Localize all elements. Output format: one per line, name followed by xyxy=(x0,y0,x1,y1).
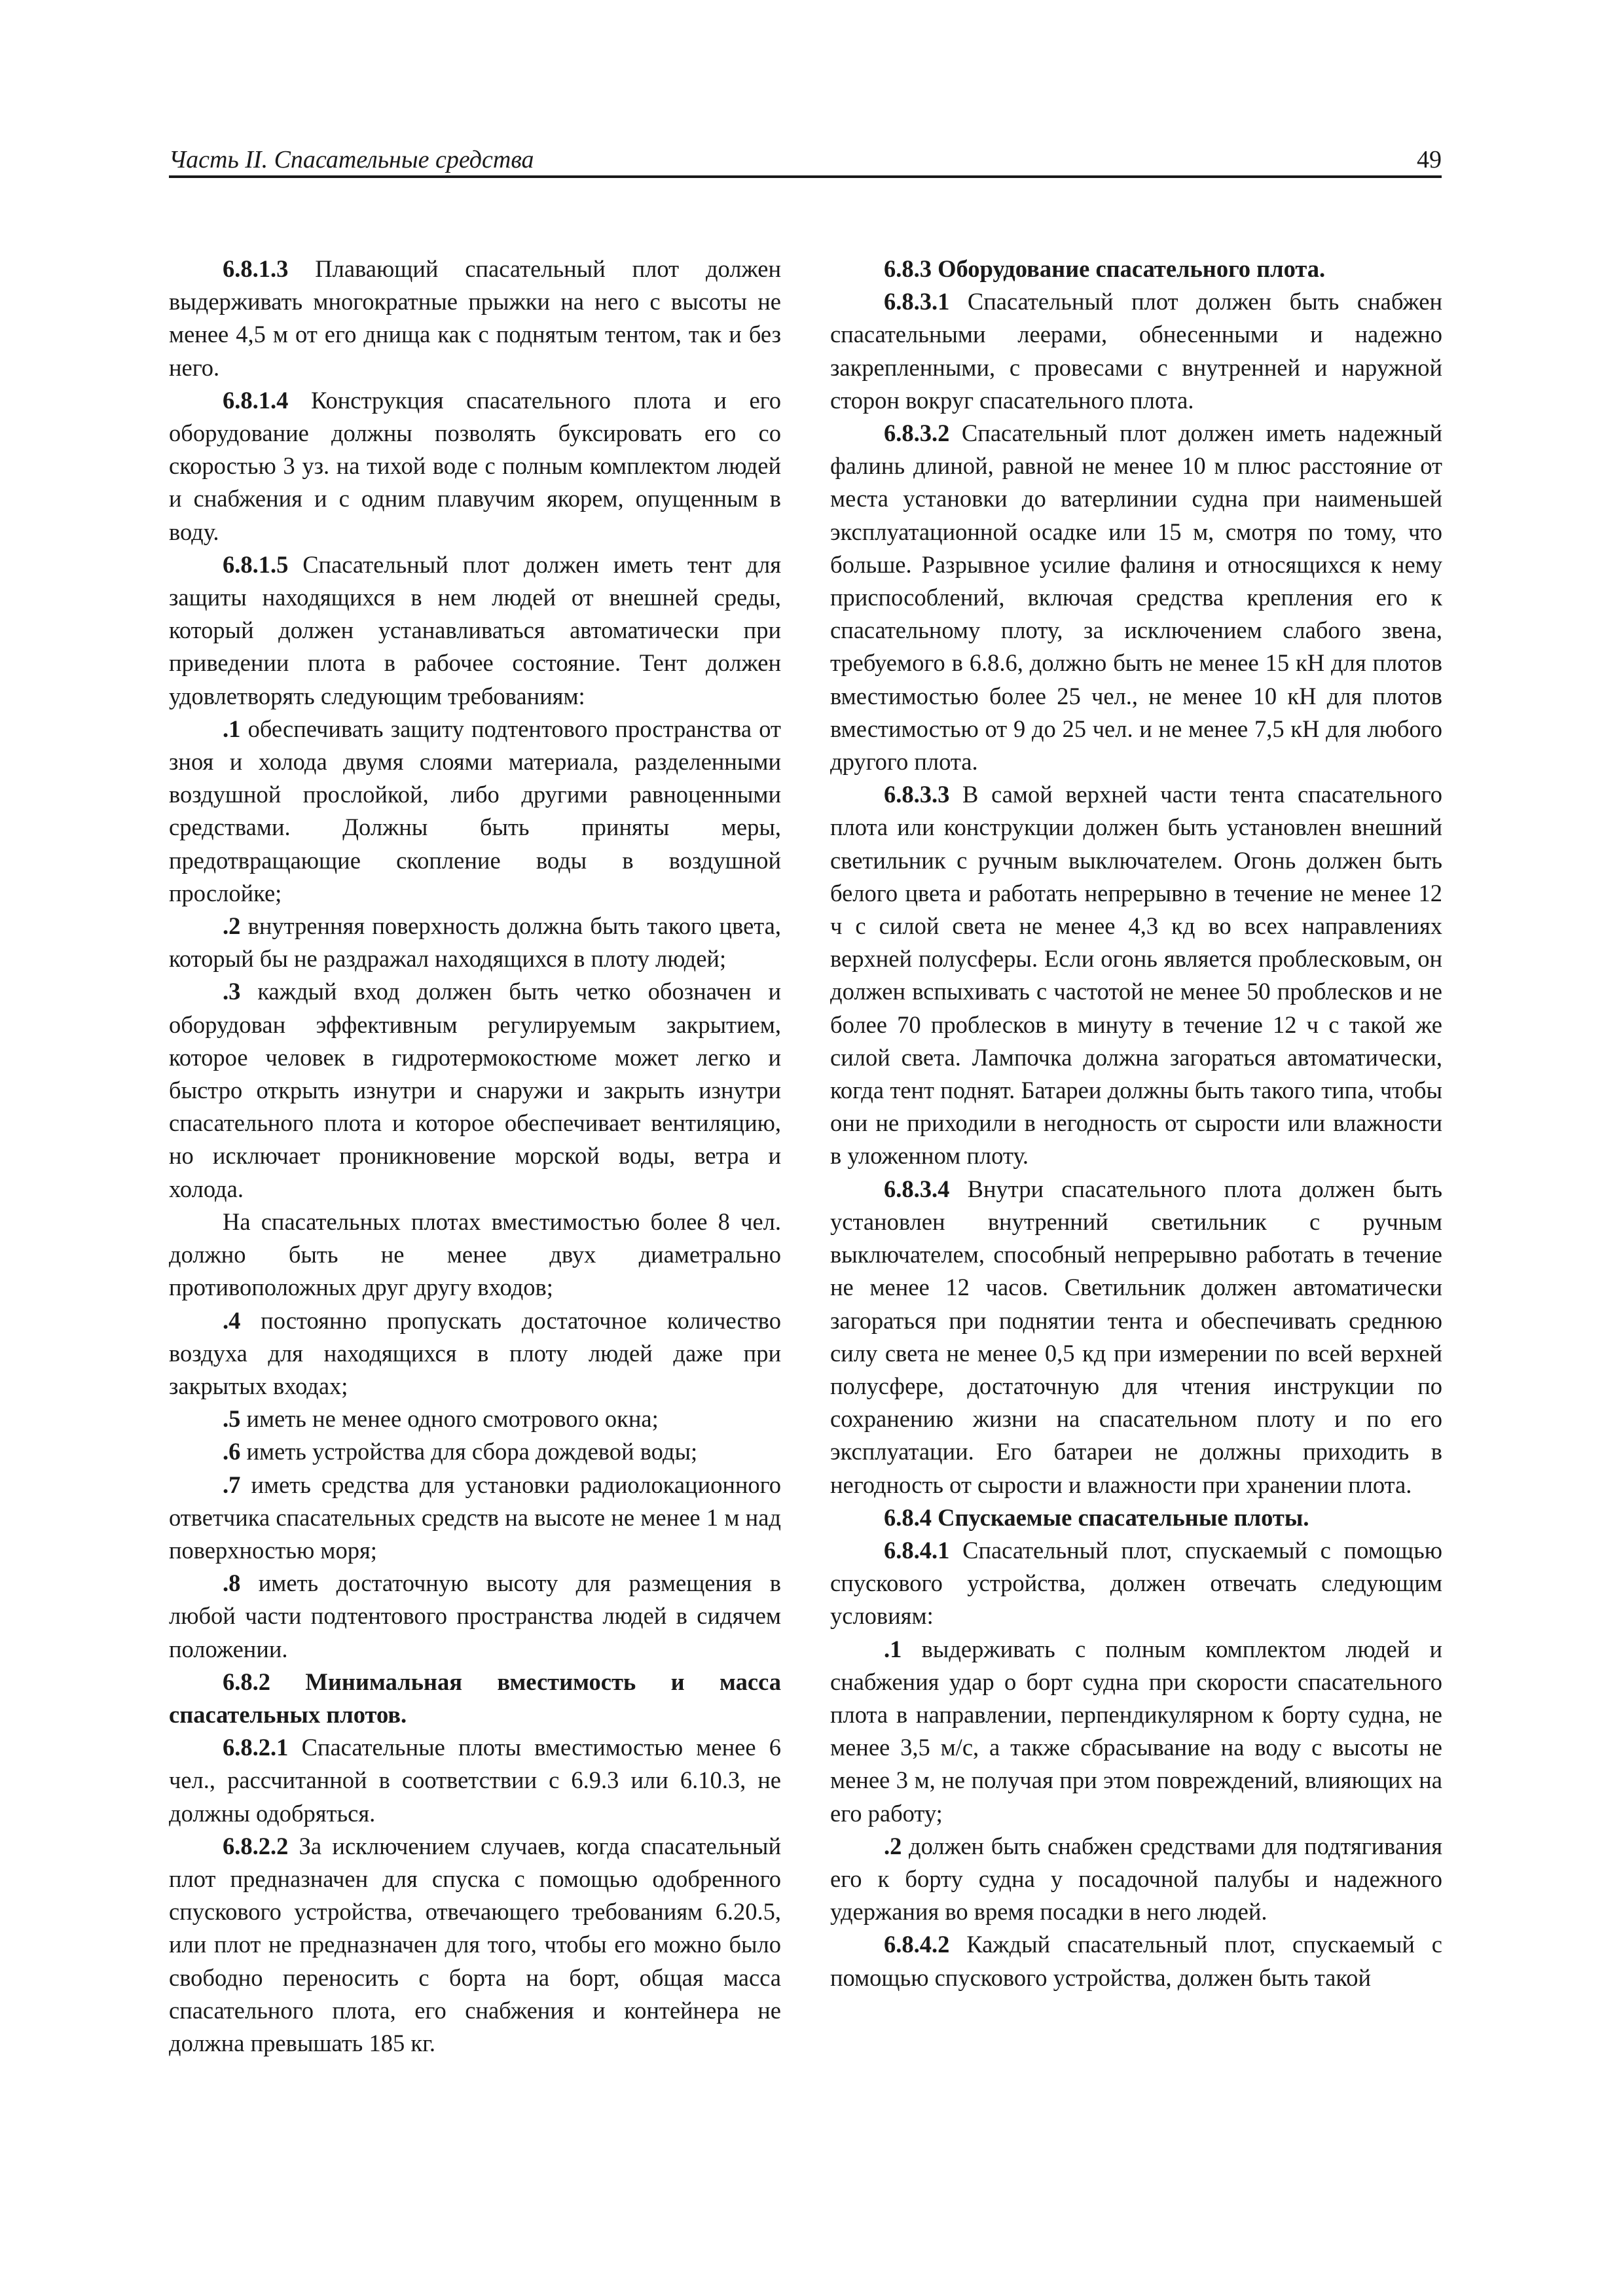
paragraph xyxy=(830,1173,1442,1501)
paragraph xyxy=(830,285,1442,417)
list-item xyxy=(169,1567,781,1666)
clause-text: Спасательные плоты вместимостью менее 6 чел., рассчитанной в соответствии с 6.9.3 или 6.10.3, не должны одобряться. xyxy=(169,1734,781,1827)
clause-number: 6.8.3.1 xyxy=(884,288,950,315)
item-number: .1 xyxy=(223,715,241,742)
clause-text: Конструкция спасательного плота и его оборудование должны позволять буксировать его со скоростью 3 уз. на тихой воде с полным комплектом людей и снабжения и с одним плавучим якорем, опущенным в воду. xyxy=(169,386,781,545)
item-text: иметь достаточную высоту для размещения в любой части подтентового пространства людей в сидячем положении. xyxy=(169,1570,781,1662)
list-item xyxy=(169,1403,781,1435)
item-number: .2 xyxy=(884,1832,902,1859)
clause-text: Внутри спасательного плота должен быть установлен внутренний светильник с ручным выключателем, способный непрерывно работать в течение не менее 12 часов. Светильник должен автоматически загораться при поднятии тента и обеспечивать среднюю силу света не менее 0,5 кд при измерении по всей верхней полусфере, достаточную для чтения инструкции по сохранению жизни на спасательном плоту и по его эксплуатации. Его батареи не должны приходить в негодность от сырости и влажности при хранении плота. xyxy=(830,1175,1442,1498)
list-item xyxy=(169,975,781,1205)
item-number: .6 xyxy=(223,1438,241,1465)
item-text: постоянно пропускать достаточное количество воздуха для находящихся в плоту людей даже при закрытых входах; xyxy=(169,1306,781,1399)
paragraph xyxy=(169,548,781,713)
paragraph xyxy=(169,384,781,548)
section-heading: 6.8.3 Оборудование спасательного плота. xyxy=(884,255,1326,282)
item-text: выдерживать с полным комплектом людей и снабжения удар о борт судна при скорости спасательного плота в направлении, перпендикулярном к борту судна, не менее 3,5 м/с, а также сбрасывание на воду с высоты не менее 3 м, не получая при этом повреждений, влияющих на его работу; xyxy=(830,1635,1442,1827)
clause-number: 6.8.1.5 xyxy=(223,550,289,578)
item-text: обеспечивать защиту подтентового пространства от зноя и холода двумя слоями материала, разделенными воздушной прослойкой, либо другими равноценными средствами. Должны быть приняты меры, предотвращающие скопление воды в воздушной прослойке; xyxy=(169,715,781,906)
item-number: .3 xyxy=(223,978,241,1005)
clause-number: 6.8.4.1 xyxy=(884,1536,950,1564)
item-number: .1 xyxy=(884,1635,902,1662)
item-number: .4 xyxy=(223,1306,241,1334)
clause-number: 6.8.1.3 xyxy=(223,255,289,282)
paragraph xyxy=(169,1731,781,1830)
running-header-title: Часть II. Спасательные средства xyxy=(169,146,534,173)
clause-text: Спасательный плот должен иметь тент для защиты находящихся в нем людей от внешней среды, который должен устанавливаться автоматически при приведении плота в рабочее состояние. Тент должен удовлетворять следующим требованиям: xyxy=(169,550,781,709)
list-item xyxy=(169,1435,781,1468)
clause-number: 6.8.3.3 xyxy=(884,781,950,808)
page-number: 49 xyxy=(1417,146,1442,173)
item-text: иметь средства для установки радиолокационного ответчика спасательных средств на высоте не менее 1 м над поверхностью моря; xyxy=(169,1471,781,1564)
clause-number: 6.8.2.2 xyxy=(223,1832,289,1859)
item-number: .7 xyxy=(223,1471,241,1498)
clause-text: Каждый спасательный плот, спускаемый с помощью спускового устройства, должен быть такой xyxy=(830,1931,1442,1991)
item-text: иметь устройства для сбора дождевой воды; xyxy=(240,1438,698,1465)
running-header xyxy=(169,145,1442,178)
left-column xyxy=(169,253,781,2060)
clause-number: 6.8.4.2 xyxy=(884,1931,950,1958)
list-item xyxy=(169,1304,781,1403)
list-item xyxy=(169,1469,781,1568)
item-text: каждый вход должен быть четко обозначен и оборудован эффективным регулируемым закрытием, которое человек в гидротермокостюме может легко и быстро открыть изнутри и снаружи и закрыть изнутри спасательного плота и которое обеспечивает вентиляцию, но исключает проникновение морской воды, ветра и холода. xyxy=(169,978,781,1202)
section-heading: 6.8.4 Спускаемые спасательные плоты. xyxy=(884,1503,1309,1531)
paragraph xyxy=(169,1206,781,1304)
item-text: должен быть снабжен средствами для подтягивания его к борту судна у посадочной палубы и надежного удержания во время посадки в него людей. xyxy=(830,1832,1442,1926)
clause-number: 6.8.3.2 xyxy=(884,420,950,447)
clause-text: Плавающий спасательный плот должен выдерживать многократные прыжки на него с высоты не менее 4,5 м от его днища как с поднятым тентом, так и без него. xyxy=(169,255,781,381)
clause-number: 6.8.1.4 xyxy=(223,386,289,414)
list-item xyxy=(169,910,781,975)
clause-text: Спасательный плот, спускаемый с помощью спускового устройства, должен отвечать следующим условиям: xyxy=(830,1536,1442,1630)
paragraph xyxy=(830,1928,1442,1994)
paragraph xyxy=(169,1830,781,2060)
clause-number: 6.8.3.4 xyxy=(884,1175,950,1202)
clause-text: За исключением случаев, когда спасательный плот предназначен для спуска с помощью одобренного спускового устройства, отвечающего требованиям 6.20.5, или плот не предназначен для того, чтобы его можно было свободно переносить с борта на борт, общая масса спасательного плота, его снабжения и контейнера не должна превышать 185 кг. xyxy=(169,1832,781,2056)
list-item xyxy=(830,1830,1442,1929)
right-column xyxy=(830,253,1442,1994)
clause-text: Спасательный плот должен иметь надежный фалинь длиной, равной не менее 10 м плюс расстояние от места установки до ватерлинии судна при наименьшей эксплуатационной осадке или 15 м, смотря по тому, что больше. Разрывное усилие фалиня и относящихся к нему приспособлений, включая средства крепления его к спасательному плоту, за исключением слабого звена, требуемого в 6.8.6, должно быть не менее 15 кН для плотов вместимостью более 25 чел., не менее 10 кН для плотов вместимостью от 9 до 25 чел. и не менее 7,5 кН для любого другого плота. xyxy=(830,420,1442,776)
clause-number: 6.8.2.1 xyxy=(223,1734,289,1761)
list-item xyxy=(169,713,781,910)
paragraph xyxy=(169,253,781,384)
item-text: иметь не менее одного смотрового окна; xyxy=(240,1405,659,1433)
paragraph xyxy=(830,778,1442,1172)
clause-text: Спасательный плот должен быть снабжен спасательными леерами, обнесенными и надежно закрепленными, с провесами с внутренней и наружной сторон вокруг спасательного плота. xyxy=(830,288,1442,414)
item-number: .2 xyxy=(223,912,241,940)
item-text: внутренняя поверхность должна быть такого цвета, который бы не раздражал находящихся в плоту людей; xyxy=(169,912,781,973)
paragraph-text: На спасательных плотах вместимостью более 8 чел. должно быть не менее двух диаметрально противоположных друг другу входов; xyxy=(169,1208,781,1301)
list-item xyxy=(830,1633,1442,1830)
paragraph xyxy=(830,1534,1442,1633)
item-number: .8 xyxy=(223,1570,241,1597)
section-heading: 6.8.2 Минимальная вместимость и масса спасательных плотов. xyxy=(169,1668,781,1728)
paragraph xyxy=(830,417,1442,778)
clause-text: В самой верхней части тента спасательного плота или конструкции должен быть установлен внешний светильник с ручным выключателем. Огонь должен быть белого цвета и работать непрерывно в течение не менее 12 ч с силой света не менее 4,3 кд во всех направлениях верхней полусферы. Если огонь является проблесковым, он должен вспыхивать с частотой не менее 50 проблесков и не более 70 проблесков в минуту в течение 12 ч с такой же силой света. Лампочка должна загораться автоматически, когда тент поднят. Батареи должны быть такого типа, чтобы они не приходили в негодность от сырости или влажности в уложенном плоту. xyxy=(830,781,1442,1170)
item-number: .5 xyxy=(223,1405,241,1433)
